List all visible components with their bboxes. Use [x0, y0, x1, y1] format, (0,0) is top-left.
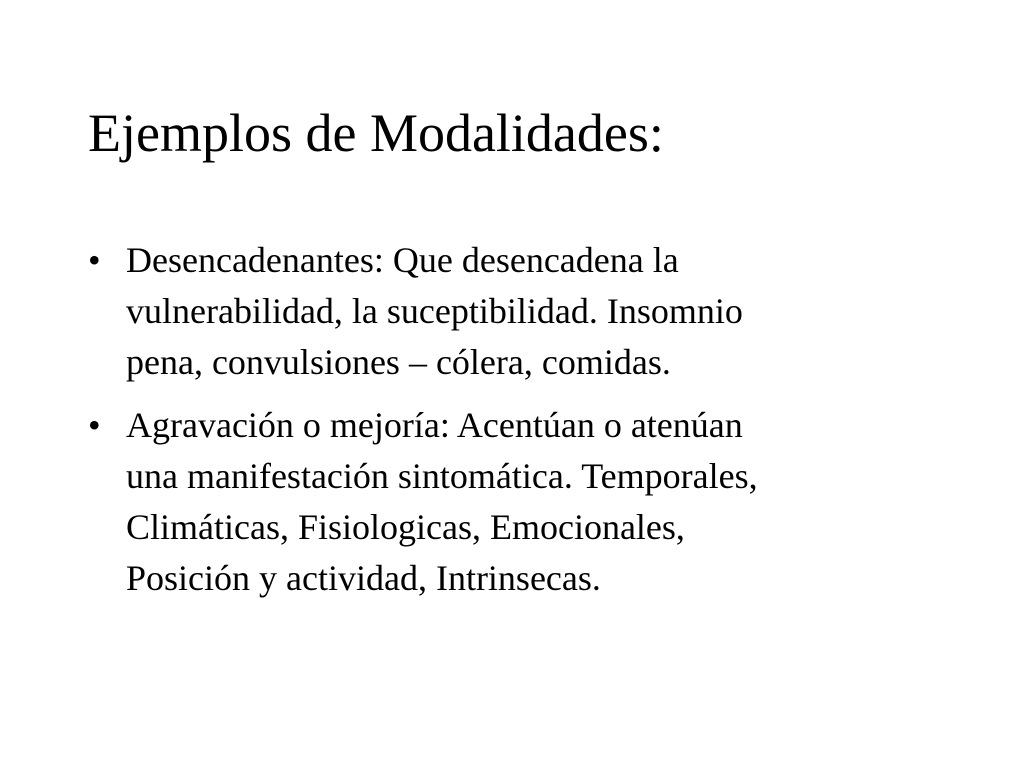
bullet-text-line: vulnerabilidad, la suceptibilidad. Insomnio: [126, 291, 743, 331]
bullet-dot-icon: •: [88, 405, 101, 445]
bullet-text-line: una manifestación sintomática. Temporales,: [126, 456, 758, 496]
bullet-text-line: Posición y actividad, Intrinsecas.: [126, 558, 601, 598]
bullet-text-line: pena, convulsiones – cólera, comidas.: [126, 342, 671, 382]
bullet-text-line: Desencadenantes: Que desencadena la: [126, 240, 679, 280]
bullet-item-agravacion: [88, 400, 948, 604]
bullet-text-line: Climáticas, Fisiologicas, Emocionales,: [126, 507, 685, 547]
slide-title: Ejemplos de Modalidades:: [88, 103, 664, 163]
bullet-text-line: Agravación o mejoría: Acentúan o atenúan: [126, 405, 743, 445]
bullet-item-desencadenantes: [88, 235, 948, 388]
bullet-dot-icon: •: [88, 240, 101, 280]
bullet-list: [88, 235, 948, 616]
